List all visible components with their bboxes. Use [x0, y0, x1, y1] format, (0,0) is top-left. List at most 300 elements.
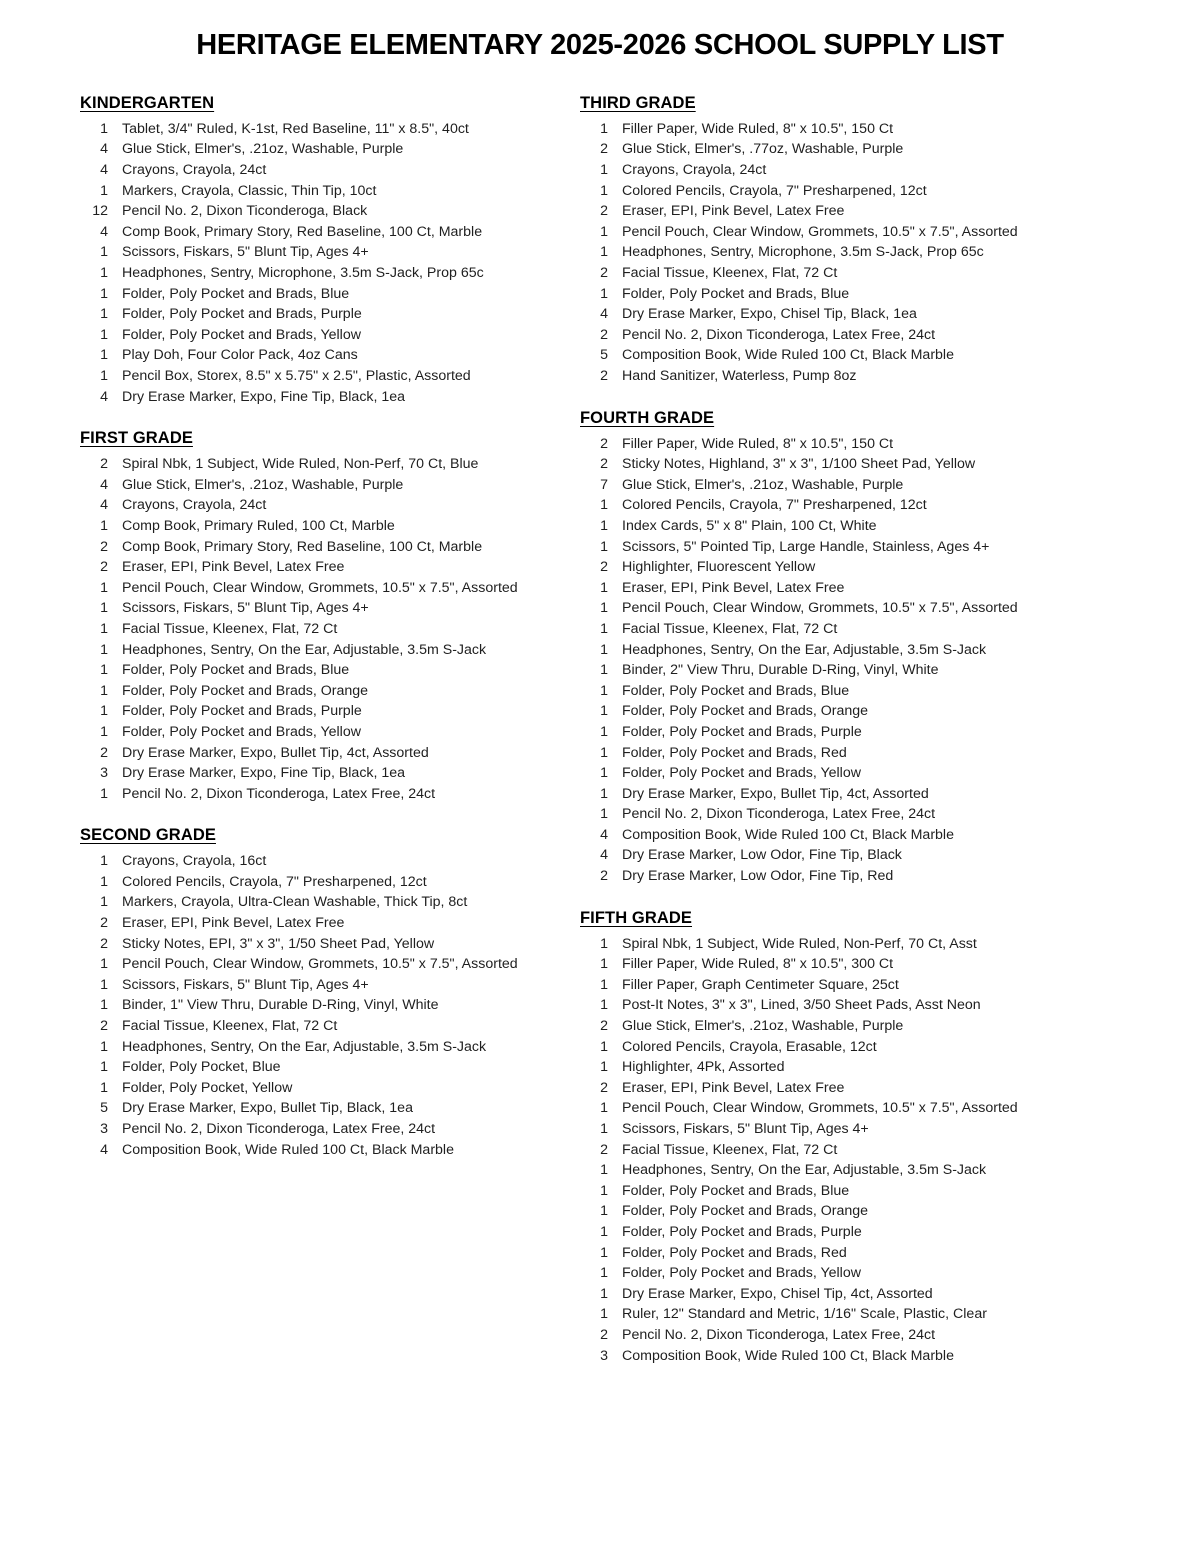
item-quantity: 1: [600, 285, 608, 302]
item-quantity: 2: [600, 1018, 608, 1035]
supply-item-row: [80, 557, 580, 578]
item-quantity: 1: [100, 723, 108, 740]
supply-item-row: [80, 934, 580, 955]
item-description: Filler Paper, Wide Ruled, 8" x 10.5", 150 Ct: [622, 435, 894, 452]
item-description: Facial Tissue, Kleenex, Flat, 72 Ct: [122, 1018, 338, 1035]
item-description: Dry Erase Marker, Expo, Bullet Tip, Black, 1ea: [122, 1100, 413, 1117]
item-quantity: 1: [600, 956, 608, 973]
supply-item-row: [80, 1140, 580, 1161]
item-quantity: 1: [600, 1203, 608, 1220]
supply-item-list: [580, 119, 1200, 387]
item-description: Glue Stick, Elmer's, .21oz, Washable, Purple: [622, 476, 904, 493]
item-quantity: 1: [600, 785, 608, 802]
item-quantity: 1: [100, 997, 108, 1014]
item-description: Crayons, Crayola, 24ct: [622, 162, 767, 179]
item-description: Highlighter, 4Pk, Assorted: [622, 1059, 785, 1076]
item-quantity: 2: [600, 456, 608, 473]
item-quantity: 1: [100, 600, 108, 617]
supply-item-row: [80, 892, 580, 913]
supply-item-row: [580, 1016, 1200, 1037]
item-quantity: 1: [100, 306, 108, 323]
item-description: Pencil Pouch, Clear Window, Grommets, 10.5" x 7.5", Assorted: [122, 956, 518, 973]
item-quantity: 1: [100, 368, 108, 385]
supply-item-row: [80, 222, 580, 243]
item-description: Scissors, Fiskars, 5" Blunt Tip, Ages 4+: [122, 600, 369, 617]
item-description: Spiral Nbk, 1 Subject, Wide Ruled, Non-Perf, 70 Ct, Asst: [622, 935, 977, 952]
supply-item-row: [580, 1222, 1200, 1243]
item-quantity: 7: [600, 476, 608, 493]
supply-item-list: [80, 851, 580, 1160]
item-description: Dry Erase Marker, Expo, Chisel Tip, 4ct, Assorted: [622, 1285, 933, 1302]
item-quantity: 1: [600, 1162, 608, 1179]
item-quantity: 1: [100, 662, 108, 679]
item-quantity: 2: [600, 368, 608, 385]
supply-item-row: [80, 181, 580, 202]
item-description: Pencil Box, Storex, 8.5" x 5.75" x 2.5", Plastic, Assorted: [122, 368, 471, 385]
item-quantity: 2: [600, 1326, 608, 1343]
item-description: Folder, Poly Pocket and Brads, Orange: [622, 703, 869, 720]
item-description: Eraser, EPI, Pink Bevel, Latex Free: [622, 203, 845, 220]
item-description: Eraser, EPI, Pink Bevel, Latex Free: [622, 1079, 845, 1096]
item-description: Folder, Poly Pocket and Brads, Blue: [122, 285, 350, 302]
item-description: Sticky Notes, Highland, 3" x 3", 1/100 Sheet Pad, Yellow: [622, 456, 976, 473]
item-quantity: 1: [600, 744, 608, 761]
supply-item-row: [580, 681, 1200, 702]
supply-item-row: [80, 763, 580, 784]
item-description: Dry Erase Marker, Low Odor, Fine Tip, Red: [622, 868, 894, 885]
supply-item-row: [80, 954, 580, 975]
item-quantity: 4: [600, 847, 608, 864]
supply-item-row: [80, 537, 580, 558]
item-description: Filler Paper, Graph Centimeter Square, 25ct: [622, 976, 899, 993]
item-quantity: 2: [100, 559, 108, 576]
supply-item-row: [80, 516, 580, 537]
item-description: Folder, Poly Pocket, Yellow: [122, 1079, 293, 1096]
item-description: Pencil No. 2, Dixon Ticonderoga, Latex Free, 24ct: [622, 1326, 936, 1343]
item-quantity: 2: [600, 326, 608, 343]
item-quantity: 1: [600, 517, 608, 534]
supply-item-row: [580, 845, 1200, 866]
item-quantity: 3: [600, 1347, 608, 1364]
item-description: Index Cards, 5" x 8" Plain, 100 Ct, White: [622, 517, 877, 534]
item-description: Facial Tissue, Kleenex, Flat, 72 Ct: [622, 1141, 838, 1158]
item-description: Glue Stick, Elmer's, .21oz, Washable, Purple: [122, 141, 404, 158]
item-description: Composition Book, Wide Ruled 100 Ct, Black Marble: [622, 826, 954, 843]
supply-item-row: [580, 1181, 1200, 1202]
item-quantity: 2: [100, 456, 108, 473]
item-quantity: 1: [600, 703, 608, 720]
grade-section-third-grade: [580, 94, 1200, 387]
supply-item-row: [580, 1140, 1200, 1161]
item-description: Pencil Pouch, Clear Window, Grommets, 10.5" x 7.5", Assorted: [122, 579, 518, 596]
supply-item-row: [80, 640, 580, 661]
item-quantity: 2: [600, 559, 608, 576]
supply-item-row: [80, 1037, 580, 1058]
item-quantity: 1: [600, 1100, 608, 1117]
supply-item-row: [80, 387, 580, 408]
item-description: Markers, Crayola, Classic, Thin Tip, 10ct: [122, 182, 377, 199]
supply-item-row: [580, 537, 1200, 558]
item-quantity: 1: [100, 976, 108, 993]
supply-item-row: [580, 434, 1200, 455]
item-description: Dry Erase Marker, Expo, Fine Tip, Black, 1ea: [122, 388, 406, 405]
item-description: Hand Sanitizer, Waterless, Pump 8oz: [622, 368, 857, 385]
item-description: Play Doh, Four Color Pack, 4oz Cans: [122, 347, 358, 364]
item-quantity: 3: [100, 765, 108, 782]
supply-item-row: [580, 1098, 1200, 1119]
item-quantity: 2: [600, 435, 608, 452]
item-description: Scissors, Fiskars, 5" Blunt Tip, Ages 4+: [122, 244, 369, 261]
item-description: Folder, Poly Pocket and Brads, Blue: [122, 662, 350, 679]
item-description: Comp Book, Primary Ruled, 100 Ct, Marble: [122, 517, 395, 534]
item-quantity: 4: [600, 306, 608, 323]
item-description: Headphones, Sentry, On the Ear, Adjustable, 3.5m S-Jack: [622, 641, 987, 658]
item-description: Binder, 1" View Thru, Durable D-Ring, Vinyl, White: [122, 997, 439, 1014]
item-description: Pencil No. 2, Dixon Ticonderoga, Latex Free, 24ct: [622, 326, 936, 343]
supply-item-row: [580, 475, 1200, 496]
item-description: Eraser, EPI, Pink Bevel, Latex Free: [122, 559, 345, 576]
item-quantity: 1: [600, 620, 608, 637]
grade-heading: SECOND GRADE: [80, 826, 216, 845]
supply-item-row: [80, 722, 580, 743]
item-description: Colored Pencils, Crayola, 7" Presharpened, 12ct: [622, 182, 927, 199]
supply-item-row: [580, 598, 1200, 619]
supply-item-row: [580, 1037, 1200, 1058]
item-description: Pencil No. 2, Dixon Ticonderoga, Black: [122, 203, 368, 220]
item-description: Folder, Poly Pocket and Brads, Purple: [622, 1223, 862, 1240]
item-description: Dry Erase Marker, Expo, Bullet Tip, 4ct, Assorted: [622, 785, 929, 802]
supply-item-row: [580, 975, 1200, 996]
supply-item-row: [80, 160, 580, 181]
supply-item-row: [80, 284, 580, 305]
item-description: Eraser, EPI, Pink Bevel, Latex Free: [122, 915, 345, 932]
item-description: Facial Tissue, Kleenex, Flat, 72 Ct: [622, 265, 838, 282]
item-description: Folder, Poly Pocket and Brads, Purple: [122, 703, 362, 720]
item-description: Headphones, Sentry, Microphone, 3.5m S-Jack, Prop 65c: [122, 265, 484, 282]
supply-item-row: [580, 1346, 1200, 1367]
item-quantity: 1: [600, 806, 608, 823]
supply-item-row: [580, 1160, 1200, 1181]
item-quantity: 1: [600, 497, 608, 514]
item-description: Pencil Pouch, Clear Window, Grommets, 10.5" x 7.5", Assorted: [622, 600, 1018, 617]
supply-item-row: [80, 701, 580, 722]
item-quantity: 1: [100, 682, 108, 699]
item-quantity: 1: [600, 1038, 608, 1055]
item-quantity: 1: [100, 244, 108, 261]
item-quantity: 1: [600, 997, 608, 1014]
supply-item-row: [580, 119, 1200, 140]
supply-item-row: [580, 660, 1200, 681]
supply-item-row: [80, 304, 580, 325]
item-quantity: 5: [600, 347, 608, 364]
item-description: Pencil Pouch, Clear Window, Grommets, 10.5" x 7.5", Assorted: [622, 223, 1018, 240]
item-description: Composition Book, Wide Ruled 100 Ct, Black Marble: [622, 347, 954, 364]
supply-item-row: [80, 578, 580, 599]
item-description: Folder, Poly Pocket, Blue: [122, 1059, 281, 1076]
item-quantity: 2: [100, 1018, 108, 1035]
item-quantity: 2: [600, 868, 608, 885]
supply-item-row: [80, 242, 580, 263]
supply-item-row: [580, 222, 1200, 243]
item-quantity: 4: [100, 141, 108, 158]
item-description: Colored Pencils, Crayola, Erasable, 12ct: [622, 1038, 877, 1055]
item-description: Folder, Poly Pocket and Brads, Yellow: [122, 723, 361, 740]
item-quantity: 4: [100, 476, 108, 493]
page-title: HERITAGE ELEMENTARY 2025-2026 SCHOOL SUPPLY LIST: [196, 29, 1004, 61]
grade-section-kindergarten: [80, 94, 580, 407]
item-quantity: 2: [100, 935, 108, 952]
item-description: Folder, Poly Pocket and Brads, Blue: [622, 682, 850, 699]
supply-item-row: [580, 516, 1200, 537]
supply-item-row: [80, 975, 580, 996]
supply-item-row: [580, 284, 1200, 305]
item-description: Folder, Poly Pocket and Brads, Orange: [622, 1203, 869, 1220]
item-quantity: 1: [600, 182, 608, 199]
item-description: Dry Erase Marker, Expo, Chisel Tip, Black, 1ea: [622, 306, 917, 323]
item-quantity: 1: [600, 120, 608, 137]
item-quantity: 1: [600, 538, 608, 555]
item-quantity: 1: [600, 662, 608, 679]
item-quantity: 4: [100, 1141, 108, 1158]
item-quantity: 1: [100, 894, 108, 911]
item-quantity: 1: [100, 579, 108, 596]
item-description: Glue Stick, Elmer's, .77oz, Washable, Purple: [622, 141, 904, 158]
supply-item-row: [580, 557, 1200, 578]
item-quantity: 2: [600, 141, 608, 158]
item-description: Headphones, Sentry, Microphone, 3.5m S-Jack, Prop 65c: [622, 244, 984, 261]
supply-item-row: [580, 701, 1200, 722]
supply-item-row: [80, 475, 580, 496]
supply-item-row: [80, 201, 580, 222]
item-quantity: 1: [600, 223, 608, 240]
item-description: Dry Erase Marker, Low Odor, Fine Tip, Black: [622, 847, 902, 864]
item-quantity: 1: [100, 120, 108, 137]
item-description: Ruler, 12" Standard and Metric, 1/16" Scale, Plastic, Clear: [622, 1306, 987, 1323]
item-description: Highlighter, Fluorescent Yellow: [622, 559, 816, 576]
supply-item-row: [80, 495, 580, 516]
item-description: Filler Paper, Wide Ruled, 8" x 10.5", 150 Ct: [622, 120, 894, 137]
supply-item-row: [580, 763, 1200, 784]
item-description: Crayons, Crayola, 24ct: [122, 497, 267, 514]
grade-heading: FOURTH GRADE: [580, 408, 715, 427]
supply-item-row: [580, 743, 1200, 764]
supply-item-row: [580, 1304, 1200, 1325]
item-quantity: 1: [100, 853, 108, 870]
item-description: Headphones, Sentry, On the Ear, Adjustable, 3.5m S-Jack: [122, 641, 487, 658]
item-description: Filler Paper, Wide Ruled, 8" x 10.5", 300 Ct: [622, 956, 894, 973]
supply-item-row: [580, 866, 1200, 887]
item-quantity: 1: [100, 620, 108, 637]
supply-item-row: [80, 119, 580, 140]
item-quantity: 1: [600, 682, 608, 699]
grade-section-fourth-grade: [580, 409, 1200, 887]
supply-item-row: [580, 804, 1200, 825]
supply-item-row: [580, 934, 1200, 955]
item-description: Composition Book, Wide Ruled 100 Ct, Black Marble: [122, 1141, 454, 1158]
supply-item-row: [580, 495, 1200, 516]
supply-item-row: [580, 954, 1200, 975]
item-quantity: 1: [600, 1306, 608, 1323]
supply-item-row: [80, 1057, 580, 1078]
supply-item-row: [80, 995, 580, 1016]
supply-item-list: [580, 434, 1200, 887]
item-description: Folder, Poly Pocket and Brads, Yellow: [622, 765, 861, 782]
item-quantity: 2: [100, 538, 108, 555]
item-description: Folder, Poly Pocket and Brads, Yellow: [122, 326, 361, 343]
item-quantity: 1: [600, 1265, 608, 1282]
grade-heading: THIRD GRADE: [580, 93, 696, 112]
item-description: Folder, Poly Pocket and Brads, Red: [622, 744, 847, 761]
item-quantity: 1: [600, 600, 608, 617]
left-column: [0, 94, 580, 1182]
supply-item-row: [80, 913, 580, 934]
supply-item-row: [580, 619, 1200, 640]
item-description: Glue Stick, Elmer's, .21oz, Washable, Purple: [622, 1018, 904, 1035]
item-quantity: 1: [600, 935, 608, 952]
item-description: Post-It Notes, 3" x 3", Lined, 3/50 Sheet Pads, Asst Neon: [622, 997, 981, 1014]
item-description: Folder, Poly Pocket and Brads, Red: [622, 1244, 847, 1261]
item-quantity: 4: [100, 223, 108, 240]
supply-item-row: [80, 872, 580, 893]
supply-item-row: [580, 722, 1200, 743]
item-description: Folder, Poly Pocket and Brads, Orange: [122, 682, 369, 699]
item-quantity: 1: [100, 956, 108, 973]
item-quantity: 1: [600, 1059, 608, 1076]
item-description: Comp Book, Primary Story, Red Baseline, 100 Ct, Marble: [122, 538, 483, 555]
supply-item-row: [580, 1201, 1200, 1222]
supply-item-list: [80, 119, 580, 407]
item-description: Spiral Nbk, 1 Subject, Wide Ruled, Non-Perf, 70 Ct, Blue: [122, 456, 479, 473]
item-quantity: 1: [100, 1059, 108, 1076]
item-quantity: 1: [600, 765, 608, 782]
supply-item-row: [80, 619, 580, 640]
supply-item-row: [580, 995, 1200, 1016]
item-quantity: 1: [100, 182, 108, 199]
supply-item-row: [580, 1284, 1200, 1305]
item-description: Markers, Crayola, Ultra-Clean Washable, Thick Tip, 8ct: [122, 894, 468, 911]
item-description: Scissors, Fiskars, 5" Blunt Tip, Ages 4+: [622, 1121, 869, 1138]
item-quantity: 1: [100, 265, 108, 282]
supply-list-columns: [0, 62, 1200, 1388]
supply-item-row: [580, 201, 1200, 222]
supply-item-row: [580, 825, 1200, 846]
item-quantity: 12: [92, 203, 108, 220]
supply-item-row: [580, 181, 1200, 202]
supply-item-row: [80, 325, 580, 346]
item-quantity: 2: [600, 265, 608, 282]
item-quantity: 4: [100, 162, 108, 179]
supply-item-row: [580, 263, 1200, 284]
supply-item-row: [580, 1057, 1200, 1078]
item-description: Tablet, 3/4" Ruled, K-1st, Red Baseline, 11" x 8.5", 40ct: [122, 120, 469, 137]
supply-item-row: [80, 1016, 580, 1037]
item-quantity: 1: [600, 1223, 608, 1240]
item-description: Colored Pencils, Crayola, 7" Presharpened, 12ct: [122, 873, 427, 890]
item-quantity: 1: [600, 1285, 608, 1302]
item-quantity: 1: [100, 703, 108, 720]
supply-item-row: [80, 263, 580, 284]
supply-item-row: [580, 366, 1200, 387]
item-quantity: 4: [600, 826, 608, 843]
item-quantity: 1: [100, 326, 108, 343]
supply-item-row: [580, 304, 1200, 325]
supply-item-row: [580, 139, 1200, 160]
item-quantity: 3: [100, 1121, 108, 1138]
item-description: Comp Book, Primary Story, Red Baseline, 100 Ct, Marble: [122, 223, 483, 240]
item-quantity: 4: [100, 497, 108, 514]
supply-item-row: [580, 1078, 1200, 1099]
supply-item-row: [580, 640, 1200, 661]
supply-item-row: [80, 366, 580, 387]
item-description: Pencil No. 2, Dixon Ticonderoga, Latex Free, 24ct: [622, 806, 936, 823]
item-quantity: 2: [100, 744, 108, 761]
grade-heading: FIRST GRADE: [80, 429, 193, 448]
item-quantity: 1: [600, 1244, 608, 1261]
item-quantity: 2: [600, 203, 608, 220]
item-quantity: 2: [600, 1141, 608, 1158]
supply-item-row: [80, 851, 580, 872]
supply-item-row: [580, 345, 1200, 366]
item-description: Folder, Poly Pocket and Brads, Blue: [622, 285, 850, 302]
item-quantity: 1: [600, 1121, 608, 1138]
item-description: Scissors, Fiskars, 5" Blunt Tip, Ages 4+: [122, 976, 369, 993]
grade-heading: KINDERGARTEN: [80, 93, 215, 112]
supply-item-list: [580, 934, 1200, 1366]
item-quantity: 1: [600, 641, 608, 658]
item-description: Folder, Poly Pocket and Brads, Purple: [622, 723, 862, 740]
supply-item-row: [80, 598, 580, 619]
supply-item-row: [80, 1098, 580, 1119]
supply-item-row: [580, 1243, 1200, 1264]
item-quantity: 1: [100, 873, 108, 890]
item-description: Folder, Poly Pocket and Brads, Blue: [622, 1182, 850, 1199]
item-quantity: 4: [100, 388, 108, 405]
item-quantity: 1: [100, 1079, 108, 1096]
item-quantity: 1: [600, 723, 608, 740]
supply-item-row: [80, 660, 580, 681]
item-description: Folder, Poly Pocket and Brads, Yellow: [622, 1265, 861, 1282]
supply-item-list: [80, 454, 580, 804]
item-quantity: 1: [100, 285, 108, 302]
grade-section-fifth-grade: [580, 909, 1200, 1366]
item-quantity: 1: [100, 1038, 108, 1055]
supply-item-row: [580, 784, 1200, 805]
item-quantity: 1: [600, 244, 608, 261]
item-quantity: 1: [100, 785, 108, 802]
item-description: Folder, Poly Pocket and Brads, Purple: [122, 306, 362, 323]
supply-item-row: [580, 1119, 1200, 1140]
grade-section-first-grade: [80, 429, 580, 804]
supply-item-row: [580, 160, 1200, 181]
item-description: Facial Tissue, Kleenex, Flat, 72 Ct: [122, 620, 338, 637]
item-quantity: 1: [100, 347, 108, 364]
item-quantity: 1: [100, 641, 108, 658]
item-quantity: 1: [600, 1182, 608, 1199]
item-quantity: 2: [100, 915, 108, 932]
item-description: Crayons, Crayola, 16ct: [122, 853, 267, 870]
supply-item-row: [80, 139, 580, 160]
item-description: Headphones, Sentry, On the Ear, Adjustable, 3.5m S-Jack: [622, 1162, 987, 1179]
item-quantity: 1: [600, 976, 608, 993]
item-quantity: 5: [100, 1100, 108, 1117]
supply-item-row: [580, 1263, 1200, 1284]
item-description: Pencil No. 2, Dixon Ticonderoga, Latex Free, 24ct: [122, 785, 436, 802]
supply-item-row: [80, 784, 580, 805]
item-quantity: 1: [600, 579, 608, 596]
item-description: Sticky Notes, EPI, 3" x 3", 1/50 Sheet Pad, Yellow: [122, 935, 435, 952]
item-description: Crayons, Crayola, 24ct: [122, 162, 267, 179]
item-description: Glue Stick, Elmer's, .21oz, Washable, Purple: [122, 476, 404, 493]
